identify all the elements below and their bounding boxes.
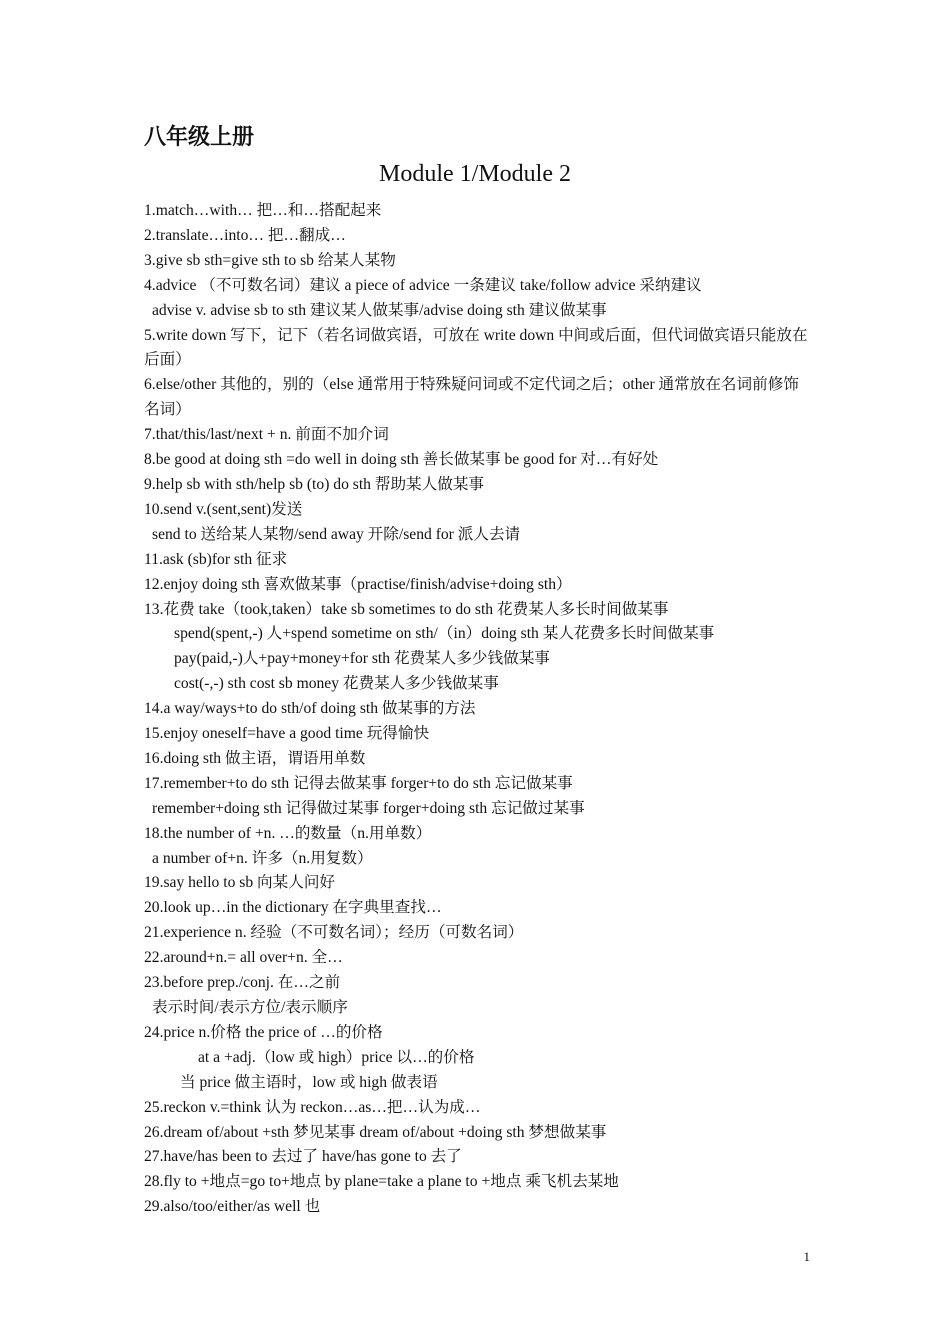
entry-line: 22.around+n.= all over+n. 全… [144,949,343,967]
entry-subline: remember+doing sth 记得做过某事 forger+doing sth 忘记做过某事 [152,799,585,817]
entry-line: 13.花费 take（took,taken）take sb sometimes to do sth 花费某人多长时间做某事 [144,600,669,618]
entry-line: 7.that/this/last/next + n. 前面不加介词 [144,426,389,444]
entry-line: 2.translate…into… 把…翻成… [144,226,346,244]
entry-line: 3.give sb sth=give sth to sb 给某人某物 [144,251,396,269]
entry-line: 5.write down 写下，记下（若名词做宾语，可放在 write down 中间或后面，但代词做宾语只能放在后面） [144,326,808,369]
entry-subline: advise v. advise sb to sth 建议某人做某事/advise doing sth 建议做某事 [152,301,607,319]
entry-line: 29.also/too/either/as well 也 [144,1198,321,1216]
entry-line: 14.a way/ways+to do sth/of doing sth 做某事的方法 [144,700,476,718]
entry-subline: 表示时间/表示方位/表示顺序 [152,999,348,1016]
entry-line: 21.experience n. 经验（不可数名词）；经历（可数名词） [144,924,524,942]
module-title: Module 1/Module 2 [379,161,571,187]
entry-line: 8.be good at doing sth =do well in doing sth 善长做某事 be good for 对…有好处 [144,451,659,469]
entry-subline: spend(spent,-) 人+spend sometime on sth/（in）doing sth 某人花费多长时间做某事 [174,625,715,643]
entry-line: 28.fly to +地点=go to+地点 by plane=take a plane to +地点 乘飞机去某地 [144,1173,619,1191]
entry-line: 23.before prep./conj. 在…之前 [144,974,341,992]
entry-line: 12.enjoy doing sth 喜欢做某事（practise/finish/advise+doing sth） [144,575,572,593]
entry-line: 24.price n.价格 the price of …的价格 [144,1023,383,1041]
entry-line: 16.doing sth 做主语，谓语用单数 [144,749,366,767]
entry-line: 26.dream of/about +sth 梦见某事 dream of/about +doing sth 梦想做某事 [144,1123,607,1141]
entry-subline: send to 送给某人某物/send away 开除/send for 派人去请 [152,525,521,543]
entry-line: 11.ask (sb)for sth 征求 [144,550,288,568]
entry-line: 19.say hello to sb 向某人问好 [144,874,336,892]
entry-line: 6.else/other 其他的，别的（else 通常用于特殊疑问词或不定代词之后；other 通常放在名词前修饰名词） [144,376,799,419]
entry-subline: pay(paid,-)人+pay+money+for sth 花费某人多少钱做某事 [174,650,550,668]
entry-line: 15.enjoy oneself=have a good time 玩得愉快 [144,725,430,743]
entry-line: 27.have/has been to 去过了 have/has gone to 去了 [144,1148,462,1166]
entry-subline: a number of+n. 许多（n.用复数） [152,849,373,867]
grade-title: 八年级上册 [144,124,255,149]
vocabulary-list [144,199,808,1220]
entry-line: 25.reckon v.=think 认为 reckon…as…把…认为成… [144,1098,481,1116]
entry-line: 4.advice （不可数名词）建议 a piece of advice 一条建议 take/follow advice 采纳建议 [144,276,702,294]
page-number: 1 [803,1249,810,1264]
entry-line: 1.match…with… 把…和…搭配起来 [144,202,382,219]
entry-subline: at a +adj.（low 或 high）price 以…的价格 [198,1048,475,1066]
entry-line: 20.look up…in the dictionary 在字典里查找… [144,899,442,917]
entry-line: 18.the number of +n. …的数量（n.用单数） [144,824,432,842]
entry-line: 17.remember+to do sth 记得去做某事 forger+to do sth 忘记做某事 [144,774,573,792]
entry-line: 9.help sb with sth/help sb (to) do sth 帮助某人做某事 [144,475,485,493]
entry-subline: cost(-,-) sth cost sb money 花费某人多少钱做某事 [174,675,499,693]
entry-line: 10.send v.(sent,sent)发送 [144,500,303,518]
entry-subline: 当 price 做主语时，low 或 high 做表语 [180,1073,438,1091]
